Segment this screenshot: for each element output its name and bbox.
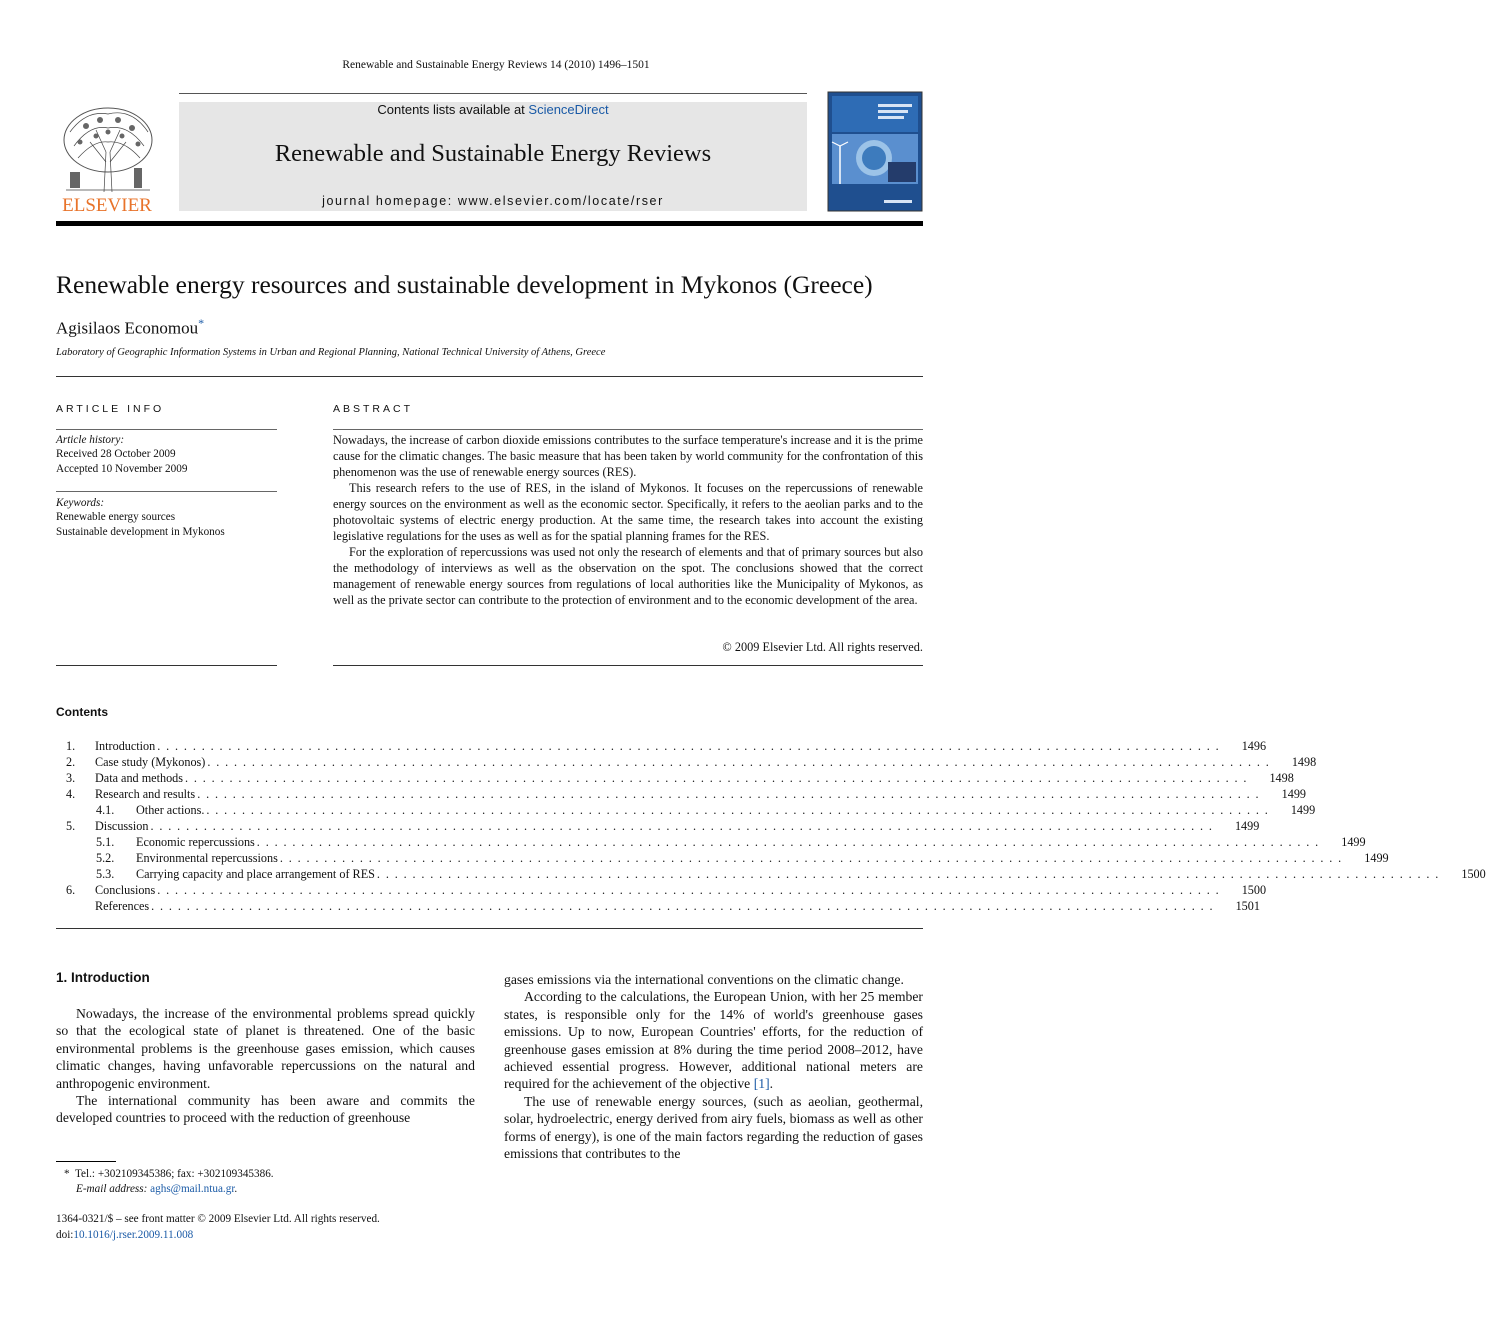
elsevier-tree-icon	[56, 102, 158, 214]
journal-name: Renewable and Sustainable Energy Reviews	[274, 140, 712, 167]
toc-row[interactable]	[56, 834, 1366, 850]
toc-leader-dots: . . . . . . . . . . . . . . . . . . . . . . . . . . . . . . . . . . . . . . . . . . . . . . . . . . . . . . . . . . . . . . . . . . . . . . . . . . . . . . . . . . . . . . . . . . . . . . . . . . . . . . . . . . . . . . . . . . . . . . . .	[256, 835, 1320, 849]
toc-row[interactable]	[56, 786, 1306, 802]
header-top-rule	[179, 93, 807, 94]
abstract-paragraph: For the exploration of repercussions was used not only the research of elements and that of primary sources but also the methodology of interviews as well as the observation on the spot. The conclusions showed that the correct management of renewable energy sources from regulations of local authorities like the Municipality of Mykonos, as well as the private sector can contribute to the protection of environment and to the economic development of the area.	[333, 545, 923, 607]
toc-leader-dots: . . . . . . . . . . . . . . . . . . . . . . . . . . . . . . . . . . . . . . . . . . . . . . . . . . . . . . . . . . . . . . . . . . . . . . . . . . . . . . . . . . . . . . . . . . . . . . . . . . . . . . . . . . . . . . . . . . . . . . . .	[376, 867, 1440, 881]
toc-number: 2.	[66, 755, 76, 769]
abstract-rule	[333, 429, 923, 430]
body-paragraph: Nowadays, the increase of the environmental problems spread quickly so that the ecological state of planet is threatened. One of the basic environmental problems is the greenhouse gases emission, which causes climatic changes, having unfavorable repercussions on the natural and anthropogenic environment.	[56, 1006, 475, 1091]
body-paragraph: gases emissions via the international conventions on the climatic change.	[504, 972, 904, 987]
footnote: * Tel.: +302109345386; fax: +302109345386. E-mail address: aghs@mail.ntua.gr.	[64, 1168, 274, 1195]
received-date: Received 28 October 2009	[56, 448, 176, 461]
toc-number: 4.1.	[96, 803, 115, 817]
accepted-date: Accepted 10 November 2009	[56, 462, 188, 475]
toc-leader-dots: . . . . . . . . . . . . . . . . . . . . . . . . . . . . . . . . . . . . . . . . . . . . . . . . . . . . . . . . . . . . . . . . . . . . . . . . . . . . . . . . . . . . . . . . . . . . . . . . . . . . . . . . . . . . . . . . . . . . . . . .	[197, 787, 1260, 801]
footnote-mark: *	[64, 1168, 70, 1180]
toc-row[interactable]	[56, 898, 1260, 914]
section-heading-introduction: 1. Introduction	[56, 970, 150, 985]
toc-title[interactable]: Introduction	[95, 739, 156, 753]
toc-page-number: 1499	[1234, 819, 1260, 833]
toc-number: 5.	[66, 819, 76, 833]
toc-number: 6.	[66, 883, 76, 897]
history-label: Article history:	[56, 434, 125, 446]
doi-link[interactable]: 10.1016/j.rser.2009.11.008	[73, 1228, 194, 1241]
contents-heading: Contents	[56, 705, 108, 719]
sciencedirect-link[interactable]: ScienceDirect	[528, 102, 609, 117]
svg-text:ELSEVIER: ELSEVIER	[62, 195, 152, 216]
reference-link[interactable]: [1]	[753, 1076, 770, 1092]
toc-title[interactable]: Environmental repercussions	[136, 851, 278, 865]
journal-banner	[179, 102, 807, 211]
affiliation: Laboratory of Geographic Information Systems in Urban and Regional Planning, National Technical University of Athens, Greece	[56, 347, 606, 358]
toc-page-number: 1496	[1241, 739, 1267, 753]
toc-title[interactable]: Carrying capacity and place arrangement of RES	[136, 867, 375, 881]
abstract-heading: ABSTRACT	[333, 403, 414, 415]
abstract-paragraph: This research refers to the use of RES, in the island of Mykonos. It focuses on the repercussions of renewable energy sources on the environment as well as the economic sector. Specifically, it refers to the aeolian parks and to the photovoltaic systems of electric energy production. At the same time, the research takes into account the existing legislative regulations for the uses as well as for the spatial planning frames for the RES.	[333, 481, 923, 543]
abstract-bottom-rule	[333, 665, 923, 666]
toc-page-number: 1498	[1291, 755, 1317, 769]
email-label: E-mail address:	[76, 1183, 148, 1195]
keywords-block	[56, 496, 277, 539]
keyword-item: Sustainable development in Mykonos	[56, 525, 225, 538]
journal-cover-image	[828, 92, 922, 211]
author-line	[56, 316, 204, 339]
toc-page-number: 1499	[1290, 803, 1316, 817]
toc-row[interactable]	[56, 882, 1267, 898]
keywords-label: Keywords:	[56, 497, 105, 509]
title-divider	[56, 376, 923, 377]
toc-title[interactable]: Discussion	[95, 819, 149, 833]
toc-leader-dots: . . . . . . . . . . . . . . . . . . . . . . . . . . . . . . . . . . . . . . . . . . . . . . . . . . . . . . . . . . . . . . . . . . . . . . . . . . . . . . . . . . . . . . . . . . . . . . . . . . . . . . . . . . . . . . . . . . . . . . . .	[206, 803, 1270, 817]
toc-leader-dots: . . . . . . . . . . . . . . . . . . . . . . . . . . . . . . . . . . . . . . . . . . . . . . . . . . . . . . . . . . . . . . . . . . . . . . . . . . . . . . . . . . . . . . . . . . . . . . . . . . . . . . . . . . . . . . . . . . . . . . . .	[279, 851, 1343, 865]
toc-row[interactable]	[56, 754, 1317, 770]
toc-title[interactable]: Case study (Mykonos)	[95, 755, 206, 769]
toc-page-number: 1500	[1241, 883, 1267, 897]
toc-title[interactable]: Other actions.	[136, 803, 205, 817]
running-head: Renewable and Sustainable Energy Reviews 14 (2010) 1496–1501	[342, 59, 650, 71]
toc-number	[56, 898, 95, 914]
toc-row[interactable]	[56, 802, 1316, 818]
doi-label: doi:	[56, 1228, 74, 1241]
info-bottom-rule	[56, 665, 277, 666]
email-link[interactable]: aghs@mail.ntua.gr	[150, 1183, 235, 1195]
body-paragraph: According to the calculations, the European Union, with her 25 member states, is responsible only for the 14% of world's greenhouse gases emissions. Up to now, European Countries' efforts, for the reduction of greenhouse gases emission at 8% during the time period 2008–2012, have achieved essential progress. However, additional national meters are required for the achievement of the objective [1].	[504, 989, 923, 1092]
toc-page-number: 1499	[1364, 851, 1389, 865]
abstract-paragraph: Nowadays, the increase of carbon dioxide emissions contributes to the surface temperature's increase and it is the prime cause for the climatic changes. The basic measure that has been taken by world community for the confrontation of this phenomenon was the use of renewable energy sources (RES).	[333, 433, 923, 479]
toc-number: 4.	[66, 787, 76, 801]
toc-title[interactable]: Research and results	[95, 787, 196, 801]
corresponding-author-mark[interactable]: *	[198, 316, 205, 330]
body-paragraph: The use of renewable energy sources, (such as aeolian, geothermal, solar, hydroelectric, energy derived from airy fuels, biomass as well as other forms of energy), is one of the main factors regarding the reduction of gases emissions that contributes to the	[504, 1093, 923, 1162]
table-of-contents	[56, 738, 1486, 914]
toc-number: 5.2.	[96, 851, 115, 865]
toc-leader-dots: . . . . . . . . . . . . . . . . . . . . . . . . . . . . . . . . . . . . . . . . . . . . . . . . . . . . . . . . . . . . . . . . . . . . . . . . . . . . . . . . . . . . . . . . . . . . . . . . . . . . . . . . . . . . . . . . . . . . . . . .	[185, 771, 1248, 785]
abstract-copyright: © 2009 Elsevier Ltd. All rights reserved.	[722, 640, 923, 654]
toc-row[interactable]	[56, 818, 1260, 834]
footnote-rule	[56, 1161, 116, 1162]
article-history	[56, 433, 277, 476]
toc-number: 3.	[66, 771, 76, 785]
toc-page-number: 1498	[1269, 771, 1294, 785]
issn-line: 1364-0321/$ – see front matter © 2009 Elsevier Ltd. All rights reserved.	[56, 1213, 380, 1225]
author-name: Agisilaos Economou	[56, 318, 199, 338]
contents-available-line	[179, 102, 807, 117]
toc-title[interactable]: Economic repercussions	[136, 835, 255, 849]
toc-title[interactable]: References	[95, 899, 150, 913]
toc-number: 1.	[66, 739, 76, 753]
article-info-heading: ARTICLE INFO	[56, 403, 165, 415]
article-info-rule	[56, 429, 277, 430]
toc-title[interactable]: Conclusions	[95, 883, 156, 897]
toc-page-number: 1499	[1281, 787, 1306, 801]
toc-page-number: 1500	[1461, 867, 1486, 881]
toc-row[interactable]	[56, 770, 1294, 786]
toc-leader-dots: . . . . . . . . . . . . . . . . . . . . . . . . . . . . . . . . . . . . . . . . . . . . . . . . . . . . . . . . . . . . . . . . . . . . . . . . . . . . . . . . . . . . . . . . . . . . . . . . . . . . . . . . . . . . . . . . . . . . . . . .	[157, 739, 1221, 753]
toc-number: 5.3.	[96, 867, 115, 881]
front-matter	[56, 1212, 476, 1243]
toc-leader-dots: . . . . . . . . . . . . . . . . . . . . . . . . . . . . . . . . . . . . . . . . . . . . . . . . . . . . . . . . . . . . . . . . . . . . . . . . . . . . . . . . . . . . . . . . . . . . . . . . . . . . . . . . . . . . . . . . . . . . . . . .	[207, 755, 1271, 769]
journal-homepage[interactable]: journal homepage: www.elsevier.com/locate/rser	[322, 194, 664, 208]
toc-leader-dots: . . . . . . . . . . . . . . . . . . . . . . . . . . . . . . . . . . . . . . . . . . . . . . . . . . . . . . . . . . . . . . . . . . . . . . . . . . . . . . . . . . . . . . . . . . . . . . . . . . . . . . . . . . . . . . . . . . . . . . . .	[151, 899, 1214, 913]
footnote-tel: Tel.: +302109345386; fax: +302109345386.	[75, 1168, 274, 1180]
toc-row[interactable]	[56, 850, 1389, 866]
elsevier-logo	[56, 102, 158, 214]
abstract-body	[333, 432, 923, 608]
toc-page-number: 1499	[1341, 835, 1366, 849]
toc-leader-dots: . . . . . . . . . . . . . . . . . . . . . . . . . . . . . . . . . . . . . . . . . . . . . . . . . . . . . . . . . . . . . . . . . . . . . . . . . . . . . . . . . . . . . . . . . . . . . . . . . . . . . . . . . . . . . . . . . . . . . . . .	[150, 819, 1214, 833]
contents-available-label: Contents lists available at	[377, 102, 529, 117]
contents-bottom-rule	[56, 928, 923, 929]
toc-number: 5.1.	[96, 835, 115, 849]
body-paragraph: The international community has been aware and commits the developed countries to proceed with the reduction of greenhouse	[56, 1093, 475, 1126]
left-column	[56, 1005, 475, 1127]
toc-row[interactable]	[56, 738, 1267, 754]
right-column	[504, 971, 923, 1162]
toc-title[interactable]: Data and methods	[95, 771, 183, 785]
keyword-item: Renewable energy sources	[56, 511, 176, 524]
keywords-rule	[56, 491, 277, 492]
header-thick-rule	[56, 221, 923, 226]
body-paragraph-text: According to the calculations, the European Union, with her 25 member states, is responsible only for the 14% of world's greenhouse gases emissions. Up to now, European Countries' efforts, for the reduction of greenhouse gases emission at 8% during the time period 2008–2012, have achieved essential progress. However, additional national meters are required for the achievement of the objective	[504, 989, 923, 1092]
toc-leader-dots: . . . . . . . . . . . . . . . . . . . . . . . . . . . . . . . . . . . . . . . . . . . . . . . . . . . . . . . . . . . . . . . . . . . . . . . . . . . . . . . . . . . . . . . . . . . . . . . . . . . . . . . . . . . . . . . . . . . . . . . .	[157, 883, 1221, 897]
toc-page-number: 1501	[1235, 899, 1260, 913]
article-title: Renewable energy resources and sustainable development in Mykonos (Greece)	[56, 270, 873, 299]
toc-row[interactable]	[56, 866, 1486, 882]
